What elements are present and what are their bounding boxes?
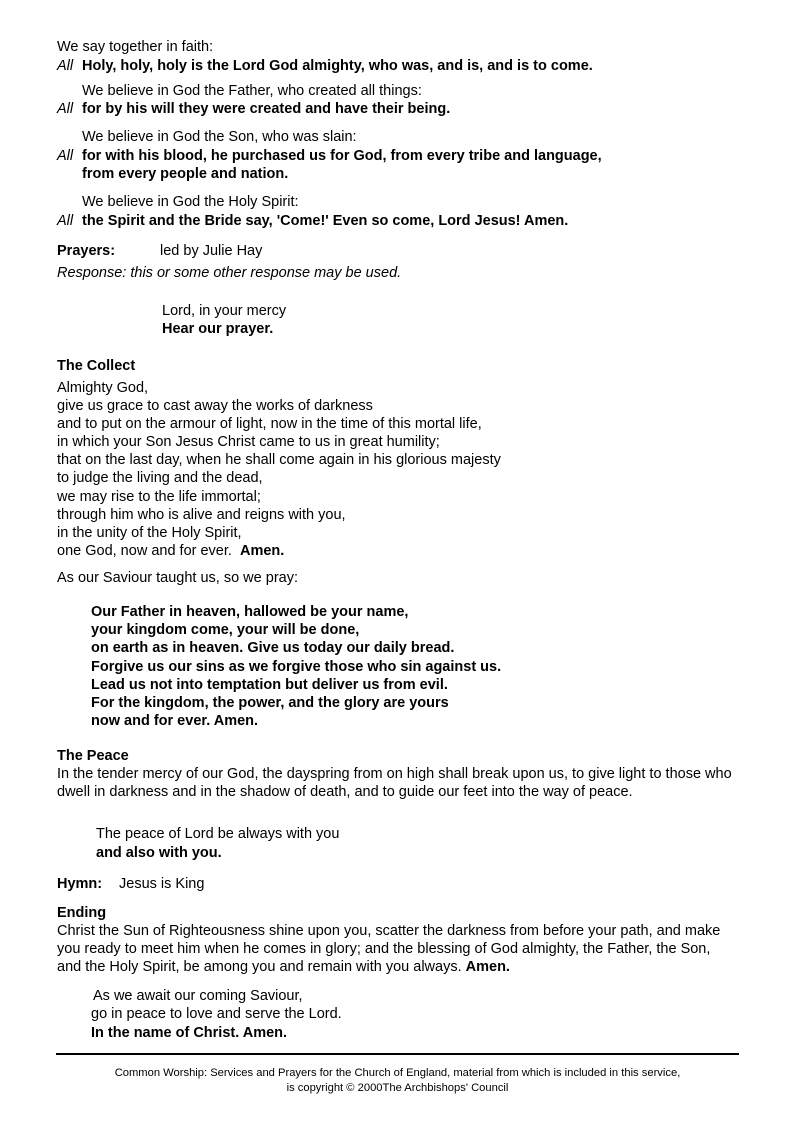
creed-verse-3: We believe in God the Son, who was slain:	[82, 129, 357, 145]
all-label: All	[57, 148, 74, 164]
lords-prayer-intro: As our Saviour taught us, so we pray:	[57, 570, 298, 586]
collect-line: through him who is alive and reigns with you,	[57, 507, 346, 523]
lords-prayer-line: For the kingdom, the power, and the glory are yours	[91, 695, 449, 711]
lords-prayer-line: Lead us not into temptation but deliver us from evil.	[91, 677, 448, 693]
dismissal-line-2: go in peace to love and serve the Lord.	[91, 1006, 342, 1022]
prayers-response-note: Response: this or some other response may be used.	[57, 265, 402, 281]
ending-text: Christ the Sun of Righteousness shine upon you, scatter the darkness from before your path, and make you ready to meet him when he comes in glory; and the blessing of God almighty, the Father, the Son, and the Holy Spirit, be among you and remain with you always. Amen.	[57, 923, 721, 975]
collect-line: in the unity of the Holy Spirit,	[57, 525, 242, 541]
dismissal-line-3: In the name of Christ. Amen.	[91, 1025, 288, 1041]
hymn-label: Hymn:	[57, 876, 103, 892]
peace-call: The peace of Lord be always with you	[96, 826, 340, 842]
lords-prayer-line: on earth as in heaven. Give us today our daily bread.	[91, 640, 455, 656]
collect-line: in which your Son Jesus Christ came to us in great humility;	[57, 434, 440, 450]
footer-line-1: Common Worship: Services and Prayers for the Church of England, material from which is included in this service,	[114, 1067, 681, 1079]
collect-line: that on the last day, when he shall come again in his glorious majesty	[57, 452, 501, 468]
copyright-footer	[56, 1066, 739, 1096]
peace-text: In the tender mercy of our God, the dayspring from on high shall break upon us, to give light to those who dwell in darkness and in the shadow of death, and to guide our feet into the way of peace.	[57, 766, 732, 800]
hymn-title: Jesus is King	[119, 876, 205, 892]
all-label: All	[57, 213, 74, 229]
all-label: All	[57, 58, 74, 74]
collect-line: Almighty God,	[57, 380, 149, 396]
collect-line: to judge the living and the dead,	[57, 470, 263, 486]
lords-prayer-line: your kingdom come, your will be done,	[91, 622, 360, 638]
collect-amen: Amen.	[239, 543, 285, 559]
creed-response-3-cont: from every people and nation.	[82, 166, 289, 182]
all-label: All	[57, 101, 74, 117]
lords-prayer-line: Our Father in heaven, hallowed be your name,	[91, 604, 409, 620]
lords-prayer-line: now and for ever. Amen.	[91, 713, 259, 729]
collect-heading: The Collect	[57, 358, 136, 374]
peace-heading: The Peace	[57, 748, 129, 764]
creed-verse-2: We believe in God the Father, who created all things:	[82, 83, 422, 99]
collect-line: and to put on the armour of light, now in the time of this mortal life,	[57, 416, 482, 432]
collect-line: give us grace to cast away the works of darkness	[57, 398, 373, 414]
prayers-call: Lord, in your mercy	[162, 303, 287, 319]
collect-last-line: one God, now and for ever. Amen.	[57, 543, 285, 559]
footer-divider	[56, 1053, 739, 1055]
prayers-leader: led by Julie Hay	[160, 243, 263, 259]
creed-intro: We say together in faith:	[57, 39, 214, 55]
ending-heading: Ending	[57, 905, 107, 921]
ending-amen: Amen.	[465, 959, 510, 975]
peace-answer: and also with you.	[96, 845, 222, 861]
creed-verse-4: We believe in God the Holy Spirit:	[82, 194, 299, 210]
collect-line: we may rise to the life immortal;	[57, 489, 261, 505]
prayers-answer: Hear our prayer.	[162, 321, 274, 337]
footer-line-2: is copyright © 2000The Archbishops' Council	[286, 1082, 509, 1094]
dismissal-line-1: As we await our coming Saviour,	[93, 988, 303, 1004]
lords-prayer-line: Forgive us our sins as we forgive those who sin against us.	[91, 659, 502, 675]
prayers-label: Prayers:	[57, 243, 116, 259]
